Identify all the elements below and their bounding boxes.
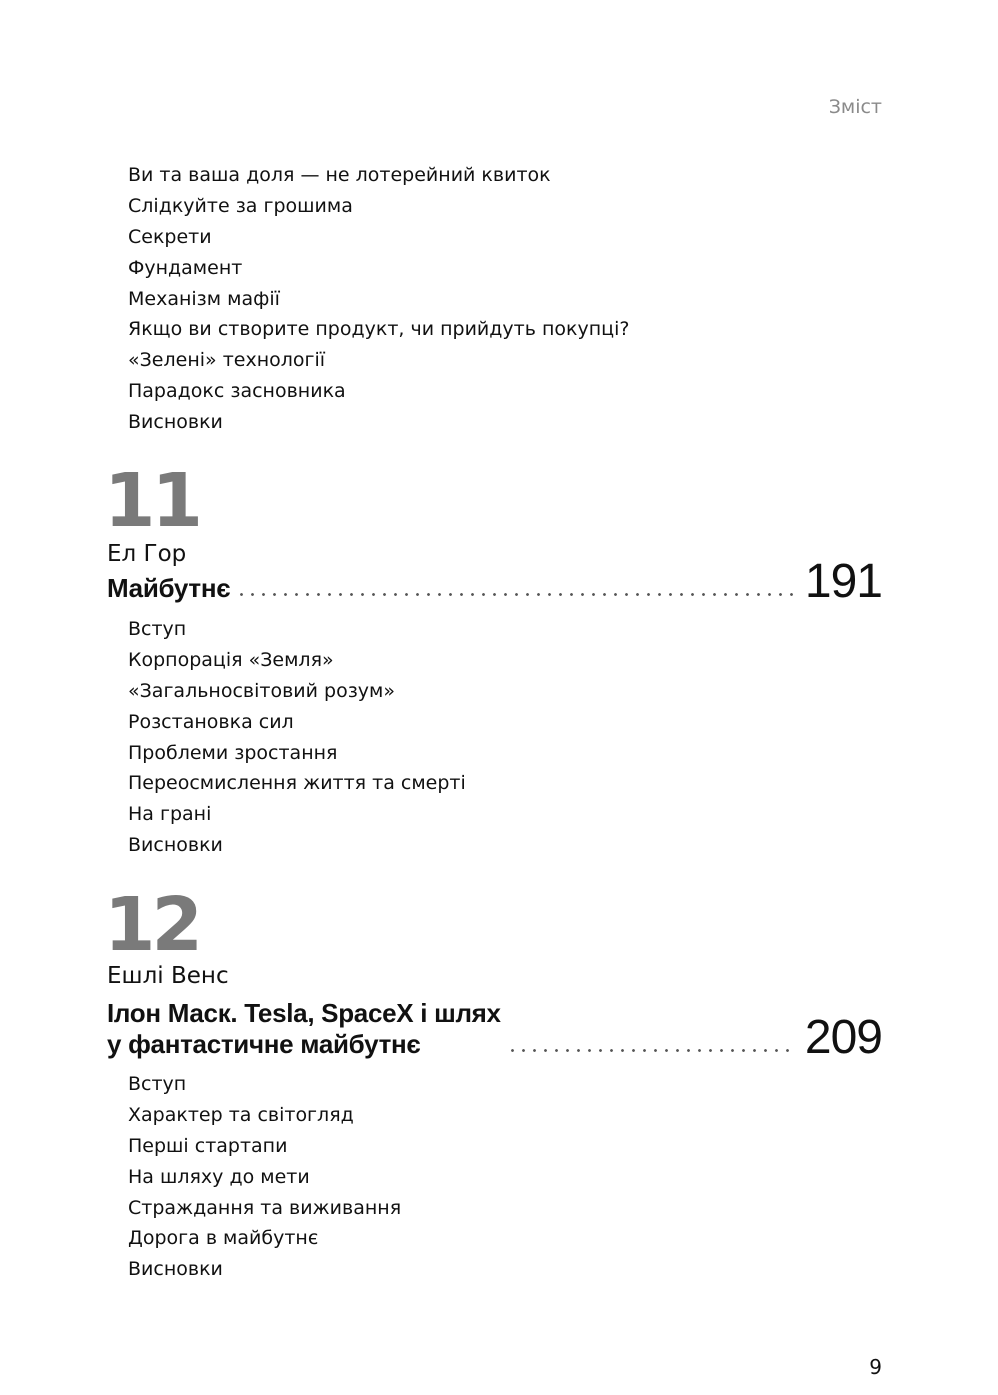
running-head: Зміст [828, 96, 882, 118]
toc-section-item[interactable]: Висновки [128, 834, 223, 857]
toc-section-item[interactable]: Характер та світогляд [128, 1103, 354, 1126]
chapter-11-author: Ел Гор [107, 541, 187, 567]
toc-section-item[interactable]: Корпорація «Земля» [128, 648, 334, 671]
chapter-12-title [107, 998, 501, 1060]
toc-section-item[interactable]: Страждання та виживання [128, 1196, 402, 1219]
toc-section-item[interactable]: На шляху до мети [128, 1165, 310, 1188]
toc-section-item[interactable]: Ви та ваша доля — не лотерейний квиток [128, 164, 551, 186]
toc-section-item[interactable]: Якщо ви створите продукт, чи прийдуть покупці? [128, 318, 630, 341]
toc-section-item[interactable]: Перші стартапи [128, 1134, 288, 1157]
toc-section-item[interactable]: Переосмислення життя та смерті [128, 772, 466, 795]
toc-section-item[interactable]: Вступ [128, 618, 187, 640]
chapter-title-line: Майбутнє [107, 573, 231, 603]
chapter-12-author: Ешлі Венс [107, 963, 229, 989]
toc-section-item[interactable]: Слідкуйте за грошима [128, 194, 353, 217]
chapter-12-page-number: 209 [804, 1011, 882, 1064]
chapter-11-section-list [128, 614, 466, 861]
toc-section-item[interactable]: Висновки [128, 411, 223, 434]
toc-section-item[interactable]: Висновки [128, 1258, 223, 1281]
chapter-title-line: Ілон Маск. Tesla, SpaceX і шлях [107, 998, 501, 1028]
toc-section-item[interactable]: «Зелені» технології [128, 349, 326, 372]
dot-leader [507, 1049, 797, 1052]
chapter-11-number: 11 [104, 458, 199, 544]
chapter-12-title-row[interactable] [107, 998, 882, 1064]
chapter-11-title-row[interactable] [107, 555, 882, 608]
toc-section-item[interactable]: Вступ [128, 1073, 187, 1095]
chapter-12-number: 12 [104, 882, 199, 968]
prev-chapter-section-list [128, 160, 629, 438]
chapter-title-line: у фантастичне майбутнє [107, 1029, 421, 1059]
page-number: 9 [869, 1355, 882, 1379]
dot-leader [236, 593, 797, 596]
toc-section-item[interactable]: Парадокс засновника [128, 380, 346, 403]
chapter-12-section-list [128, 1069, 401, 1285]
toc-section-item[interactable]: Проблеми зростання [128, 741, 338, 764]
toc-section-item[interactable]: На грані [128, 803, 212, 826]
chapter-11-title [107, 573, 230, 604]
toc-section-item[interactable]: Механізм мафії [128, 287, 280, 310]
toc-section-item[interactable]: Секрети [128, 225, 212, 248]
chapter-11-page-number: 191 [804, 555, 882, 608]
toc-section-item[interactable]: «Загальносвітовий розум» [128, 679, 396, 702]
toc-section-item[interactable]: Фундамент [128, 256, 243, 279]
toc-section-item[interactable]: Розстановка сил [128, 710, 294, 733]
toc-section-item[interactable]: Дорога в майбутнє [128, 1227, 319, 1250]
